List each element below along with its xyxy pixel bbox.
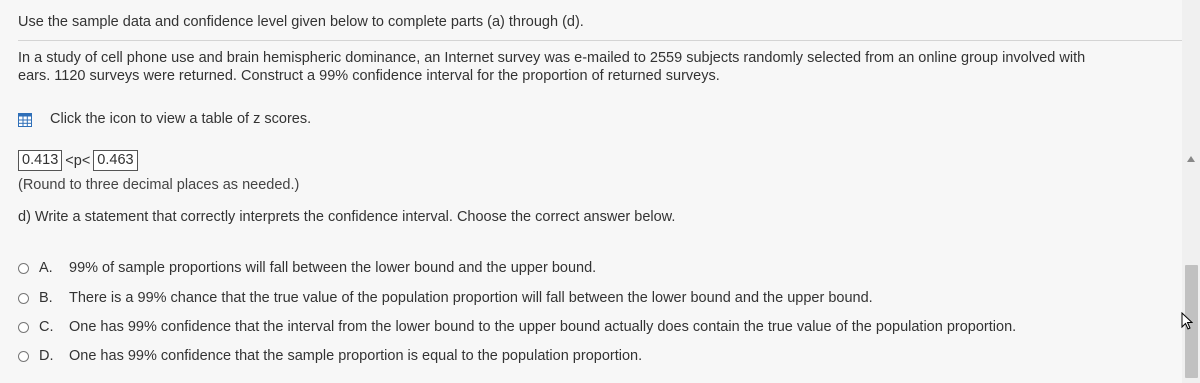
- choice-a[interactable]: [18, 260, 596, 277]
- choice-b[interactable]: [18, 290, 873, 307]
- radio-button[interactable]: [18, 322, 29, 333]
- ztable-link[interactable]: [18, 111, 311, 128]
- problem-text-line1: In a study of cell phone use and brain hemispheric dominance, an Internet survey was e-mailed to 2559 subjects randomly selected from an online group involved with: [18, 50, 1086, 66]
- choice-letter: C.: [39, 319, 54, 335]
- choice-text[interactable]: One has 99% confidence that the interval from the lower bound to the upper bound actually does contain the true value of the population proportion.: [69, 319, 1017, 335]
- round-note: (Round to three decimal places as needed.): [18, 177, 300, 193]
- choice-d[interactable]: [18, 348, 642, 365]
- scroll-up-arrow-icon[interactable]: [1187, 156, 1195, 162]
- radio-button[interactable]: [18, 293, 29, 304]
- interval-answer: [18, 150, 138, 171]
- lower-bound-field[interactable]: 0.413: [18, 150, 62, 171]
- choice-letter: B.: [39, 290, 53, 306]
- divider: [18, 40, 1190, 41]
- problem-text-line2: ears. 1120 surveys were returned. Construct a 99% confidence interval for the proportion of returned surveys.: [18, 68, 720, 84]
- ztable-link-text[interactable]: Click the icon to view a table of z scores.: [50, 111, 312, 127]
- mouse-cursor-icon: [1181, 312, 1193, 330]
- choice-text[interactable]: 99% of sample proportions will fall between the lower bound and the upper bound.: [69, 260, 597, 276]
- radio-button[interactable]: [18, 351, 29, 362]
- choice-letter: A.: [39, 260, 53, 276]
- choice-text[interactable]: One has 99% confidence that the sample proportion is equal to the population proportion.: [69, 348, 643, 364]
- choice-text[interactable]: There is a 99% chance that the true value of the population proportion will fall between the lower bound and the upper bound.: [69, 290, 873, 306]
- choice-letter: D.: [39, 348, 54, 364]
- upper-bound-field[interactable]: 0.463: [93, 150, 137, 171]
- part-d-question: d) Write a statement that correctly interprets the confidence interval. Choose the correct answer below.: [18, 209, 676, 225]
- radio-button[interactable]: [18, 263, 29, 274]
- table-icon[interactable]: [18, 113, 32, 127]
- choice-c[interactable]: [18, 319, 1016, 336]
- inequality-text: <p<: [65, 152, 91, 169]
- instructions-text: Use the sample data and confidence level given below to complete parts (a) through (d).: [18, 14, 584, 30]
